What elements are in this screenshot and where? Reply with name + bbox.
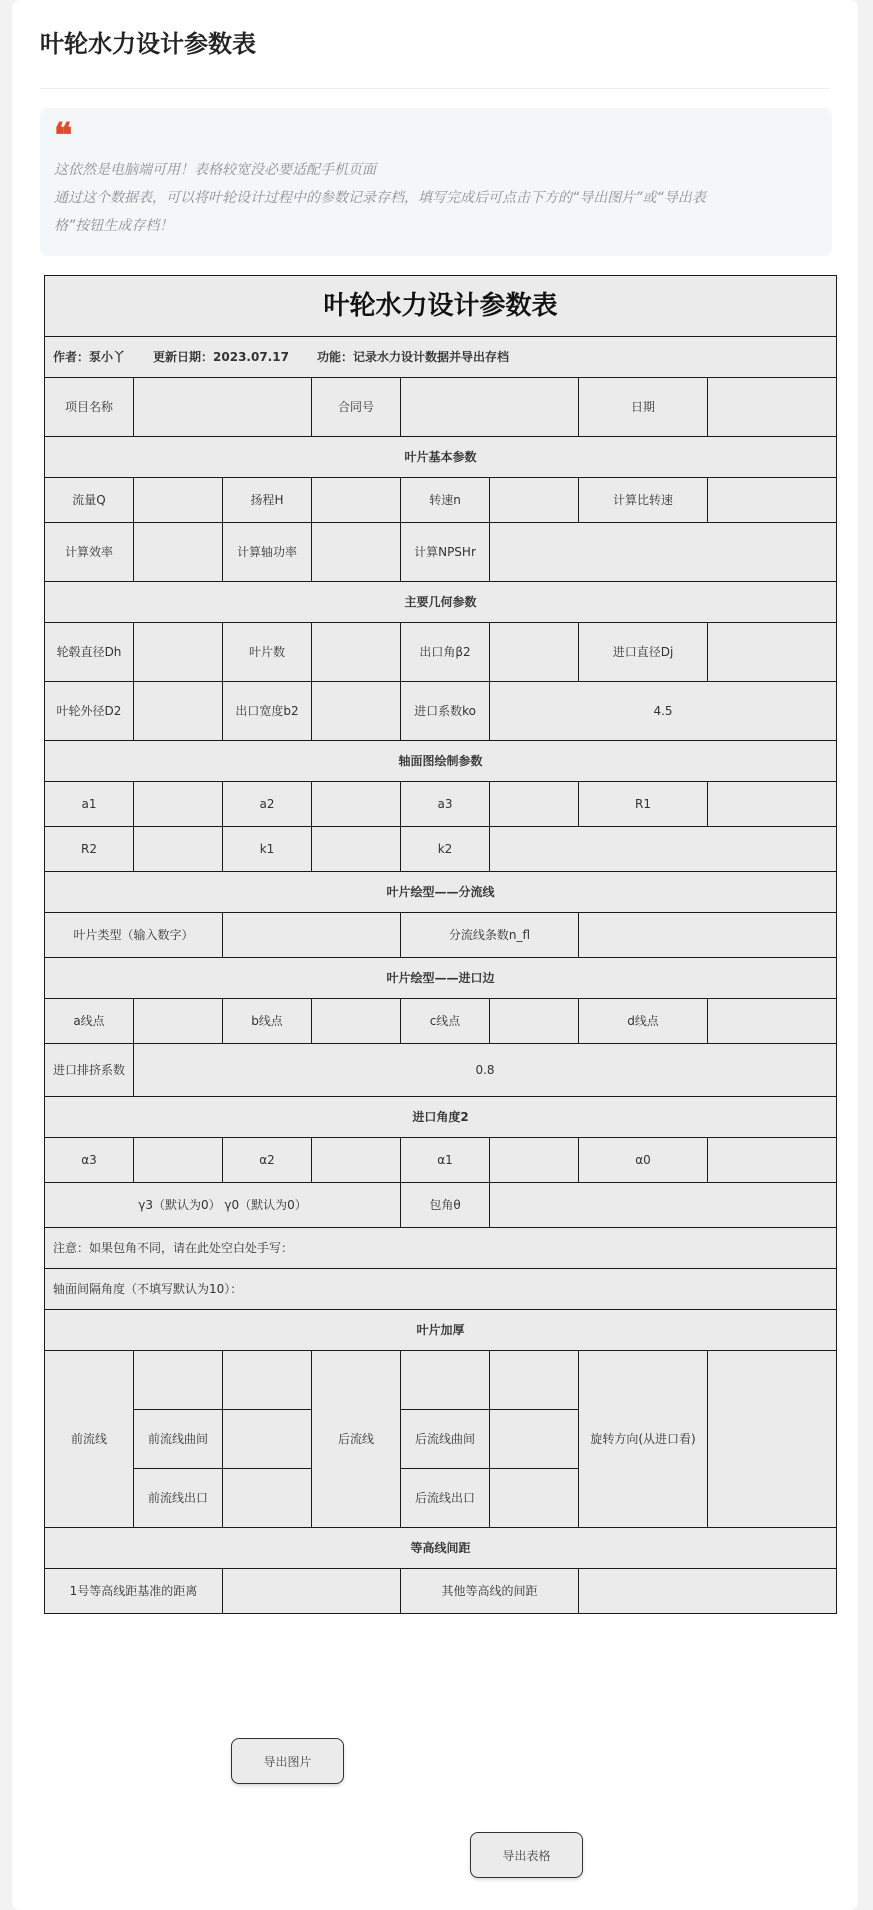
label-inlet-crowding: 进口排挤系数 <box>45 1044 134 1097</box>
axial-spacing-row[interactable]: 轴面间隔角度（不填写默认为10）： <box>45 1269 837 1310</box>
label-inlet-diameter: 进口直径Dj <box>579 623 708 682</box>
input-head[interactable] <box>312 478 401 523</box>
notice-line-3: 格”按钮生成存档！ <box>54 218 174 234</box>
quote-icon: ❝ <box>54 116 73 156</box>
input-outer-diameter[interactable] <box>134 682 223 741</box>
input-b-point[interactable] <box>312 999 401 1044</box>
section-thickness: 叶片加厚 <box>45 1310 837 1351</box>
input-inlet-crowding[interactable]: 0.8 <box>134 1044 837 1097</box>
input-outlet-angle[interactable] <box>490 623 579 682</box>
label-b-point: b线点 <box>223 999 312 1044</box>
input-a2[interactable] <box>312 782 401 827</box>
title-divider <box>40 88 830 89</box>
label-speed: 转速n <box>401 478 490 523</box>
label-contour-other: 其他等高线的间距 <box>401 1569 579 1614</box>
label-outlet-angle: 出口角β2 <box>401 623 490 682</box>
input-blade-type[interactable] <box>223 913 401 958</box>
label-shaft-power: 计算轴功率 <box>223 523 312 582</box>
label-d-point: d线点 <box>579 999 708 1044</box>
input-alpha2[interactable] <box>312 1138 401 1183</box>
front-stream-blank <box>134 1351 223 1410</box>
input-contract-no[interactable] <box>401 378 579 437</box>
label-c-point: c线点 <box>401 999 490 1044</box>
parameter-table <box>44 275 837 1614</box>
label-outer-diameter: 叶轮外径D2 <box>45 682 134 741</box>
input-contour-other[interactable] <box>579 1569 837 1614</box>
label-front-outlet: 前流线出口 <box>134 1469 223 1528</box>
section-split: 叶片绘型——分流线 <box>45 872 837 913</box>
label-head: 扬程H <box>223 478 312 523</box>
label-k2: k2 <box>401 827 490 872</box>
label-date: 日期 <box>579 378 708 437</box>
input-specific-speed[interactable] <box>708 478 837 523</box>
label-front-curve: 前流线曲间 <box>134 1410 223 1469</box>
label-contract-no: 合同号 <box>312 378 401 437</box>
label-alpha3: α3 <box>45 1138 134 1183</box>
input-a-point[interactable] <box>134 999 223 1044</box>
input-date[interactable] <box>708 378 837 437</box>
label-flow: 流量Q <box>45 478 134 523</box>
input-blade-count[interactable] <box>312 623 401 682</box>
label-back-stream: 后流线 <box>312 1351 401 1528</box>
input-project-name[interactable] <box>134 378 312 437</box>
label-outlet-width: 出口宽度b2 <box>223 682 312 741</box>
input-a1[interactable] <box>134 782 223 827</box>
label-r1: R1 <box>579 782 708 827</box>
input-back-curve[interactable] <box>490 1410 579 1469</box>
label-contour-first: 1号等高线距基准的距离 <box>45 1569 223 1614</box>
label-alpha1: α1 <box>401 1138 490 1183</box>
export-table-button[interactable]: 导出表格 <box>470 1832 583 1878</box>
table-title: 叶轮水力设计参数表 <box>45 276 837 337</box>
section-geometry: 主要几何参数 <box>45 582 837 623</box>
note-wrap-angle[interactable]: 注意：如果包角不同，请在此处空白处手写： <box>45 1228 837 1269</box>
label-gamma: γ3（默认为0） γ0（默认为0） <box>45 1183 401 1228</box>
input-front-outlet[interactable] <box>223 1469 312 1528</box>
label-a3: a3 <box>401 782 490 827</box>
input-alpha0[interactable] <box>708 1138 837 1183</box>
page-title: 叶轮水力设计参数表 <box>40 30 256 58</box>
input-r2[interactable] <box>134 827 223 872</box>
input-a3[interactable] <box>490 782 579 827</box>
label-split-count: 分流线条数n_fl <box>401 913 579 958</box>
label-back-outlet: 后流线出口 <box>401 1469 490 1528</box>
label-alpha0: α0 <box>579 1138 708 1183</box>
label-r2: R2 <box>45 827 134 872</box>
input-shaft-power[interactable] <box>312 523 401 582</box>
notice-line-1: 这依然是电脑端可用！表格较宽没必要适配手机页面 <box>54 162 376 178</box>
input-alpha1[interactable] <box>490 1138 579 1183</box>
label-specific-speed: 计算比转速 <box>579 478 708 523</box>
input-wrap-angle[interactable] <box>490 1183 837 1228</box>
label-a1: a1 <box>45 782 134 827</box>
label-a-point: a线点 <box>45 999 134 1044</box>
label-a2: a2 <box>223 782 312 827</box>
input-back-stream-1[interactable] <box>490 1351 579 1410</box>
label-wrap-angle: 包角θ <box>401 1183 490 1228</box>
section-inlet-angle: 进口角度2 <box>45 1097 837 1138</box>
label-alpha2: α2 <box>223 1138 312 1183</box>
input-inlet-diameter[interactable] <box>708 623 837 682</box>
export-image-button[interactable]: 导出图片 <box>231 1738 344 1784</box>
input-alpha3[interactable] <box>134 1138 223 1183</box>
input-flow[interactable] <box>134 478 223 523</box>
label-rotation: 旋转方向(从进口看) <box>579 1351 708 1528</box>
input-c-point[interactable] <box>490 999 579 1044</box>
input-contour-first[interactable] <box>223 1569 401 1614</box>
label-back-curve: 后流线曲间 <box>401 1410 490 1469</box>
author: 作者：泵小丫 <box>53 350 126 364</box>
input-split-count[interactable] <box>579 913 837 958</box>
section-basic: 叶片基本参数 <box>45 437 837 478</box>
input-outlet-width[interactable] <box>312 682 401 741</box>
section-inlet-edge: 叶片绘型——进口边 <box>45 958 837 999</box>
section-contour: 等高线间距 <box>45 1528 837 1569</box>
back-stream-blank <box>401 1351 490 1410</box>
label-blade-type: 叶片类型（输入数字） <box>45 913 223 958</box>
input-k2[interactable] <box>490 827 837 872</box>
input-k1[interactable] <box>312 827 401 872</box>
label-npshr: 计算NPSHr <box>401 523 490 582</box>
notice-box <box>40 108 832 256</box>
label-front-stream: 前流线 <box>45 1351 134 1528</box>
section-axial: 轴面图绘制参数 <box>45 741 837 782</box>
notice-line-2: 通过这个数据表，可以将叶轮设计过程中的参数记录存档，填写完成后可点击下方的“导出图片”或“导出表 <box>54 190 706 206</box>
input-r1[interactable] <box>708 782 837 827</box>
input-d-point[interactable] <box>708 999 837 1044</box>
input-back-outlet[interactable] <box>490 1469 579 1528</box>
input-front-stream-1[interactable] <box>223 1351 312 1410</box>
label-efficiency: 计算效率 <box>45 523 134 582</box>
input-rotation[interactable] <box>708 1351 837 1528</box>
function-desc: 功能：记录水力设计数据并导出存档 <box>316 350 509 364</box>
input-efficiency[interactable] <box>134 523 223 582</box>
input-hub-diameter[interactable] <box>134 623 223 682</box>
input-inlet-coef[interactable]: 4.5 <box>490 682 837 741</box>
label-k1: k1 <box>223 827 312 872</box>
input-front-curve[interactable] <box>223 1410 312 1469</box>
label-blade-count: 叶片数 <box>223 623 312 682</box>
input-speed[interactable] <box>490 478 579 523</box>
label-project-name: 项目名称 <box>45 378 134 437</box>
label-hub-diameter: 轮毂直径Dh <box>45 623 134 682</box>
label-inlet-coef: 进口系数ko <box>401 682 490 741</box>
input-npshr[interactable] <box>490 523 837 582</box>
table-meta-row <box>45 337 837 378</box>
update-date: 更新日期：2023.07.17 <box>153 350 289 364</box>
